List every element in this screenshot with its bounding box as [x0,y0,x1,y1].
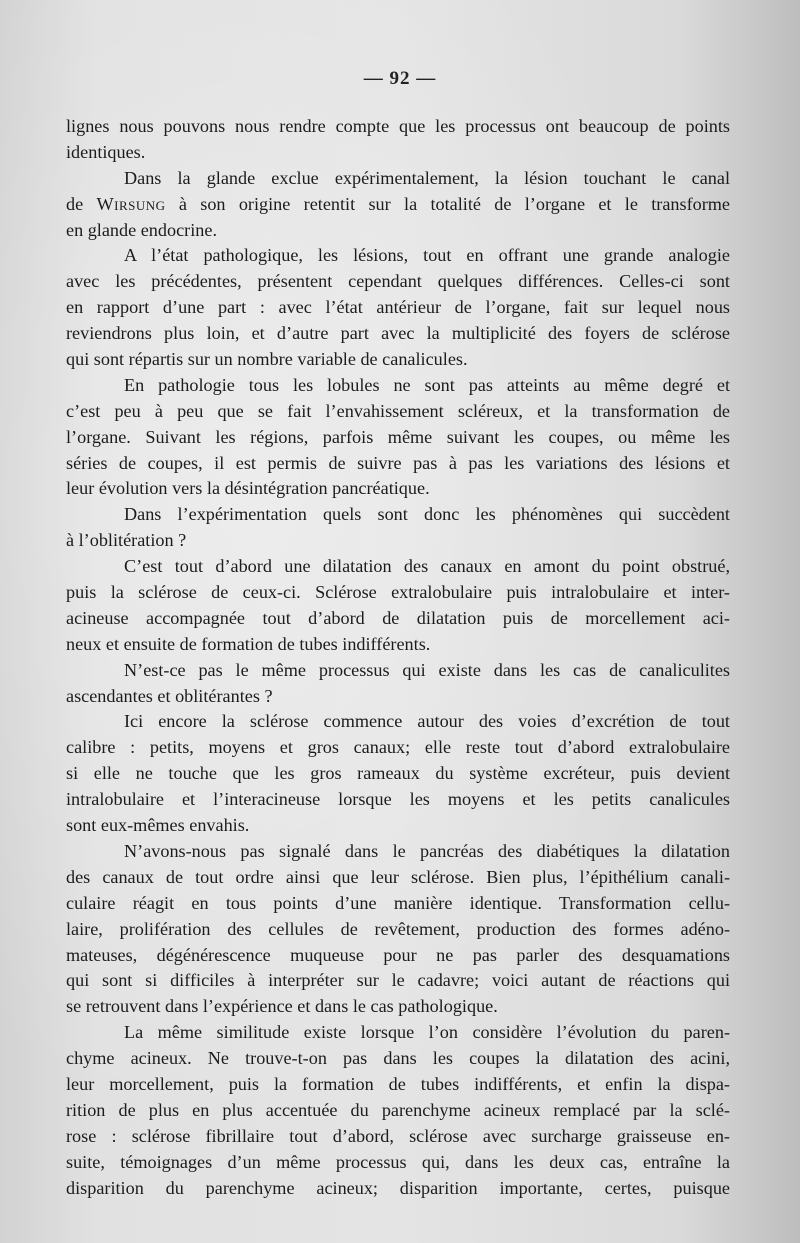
text-line: sont eux-mêmes envahis. [66,815,250,836]
text-line: N’est-ce pas le même processus qui existe dans les cas de canaliculites [124,659,730,680]
text-line: identiques. [66,141,146,162]
text-line: C’est tout d’abord une dilatation des canaux en amont du point obstrué, [124,556,730,577]
text-line: à l’oblitération ? [66,530,187,551]
text-line: en glande endocrine. [66,219,217,240]
text-line: avec les précédentes, présentent cependant quelques différences. Celles-ci sont [66,271,730,292]
text-line: si elle ne touche que les gros rameaux du système excréteur, puis devient [66,763,730,784]
text-line-prefix: de [66,193,97,214]
text-line: neux et ensuite de formation de tubes indifférents. [66,633,431,654]
text-line: puis la sclérose de ceux-ci. Sclérose extralobulaire puis intralobulaire et inter- [66,582,730,603]
text-line: c’est peu à peu que se fait l’envahissement scléreux, et la transformation de [66,400,730,421]
text-line: ascendantes et oblitérantes ? [66,685,273,706]
text-line: leur évolution vers la désintégration pancréatique. [66,478,430,499]
text-line: A l’état pathologique, les lésions, tout en offrant une grande analogie [124,245,730,266]
text-line [66,192,730,218]
text-line: des canaux de tout ordre ainsi que leur sclérose. Bien plus, l’épithélium canali- [66,866,730,887]
text-line: La même similitude existe lorsque l’on considère l’évolution du paren- [124,1022,730,1043]
text-line: Ici encore la sclérose commence autour des voies d’excrétion de tout [124,711,730,732]
text-line: l’organe. Suivant les régions, parfois même suivant les coupes, ou même les [66,426,730,447]
author-name: Wirsung [96,193,166,214]
text-line: qui sont si difficiles à interpréter sur le cadavre; voici autant de réactions qui [66,970,730,991]
text-line: En pathologie tous les lobules ne sont pas atteints au même degré et [124,374,730,395]
text-line: chyme acineux. Ne trouve-t-on pas dans les coupes la dilatation des acini, [66,1048,730,1069]
text-line: rition de plus en plus accentuée du parenchyme acineux remplacé par la sclé- [66,1099,730,1120]
text-line: laire, prolifération des cellules de revêtement, production des formes adéno- [66,918,730,939]
text-line: lignes nous pouvons nous rendre compte que les processus ont beaucoup de points [66,116,730,136]
text-line: Dans la glande exclue expérimentalement, la lésion touchant le canal [124,167,730,188]
text-line: en rapport d’une part : avec l’état antérieur de l’organe, fait sur lequel nous [66,297,730,318]
text-line: qui sont répartis sur un nombre variable de canalicules. [66,349,468,370]
text-line: Dans l’expérimentation quels sont donc les phénomènes qui succèdent [124,504,730,525]
page-number: — 92 — [363,68,437,89]
text-line: se retrouvent dans l’expérience et dans le cas pathologique. [66,996,498,1017]
text-line: mateuses, dégénérescence muqueuse pour ne pas parler des desquamations [66,944,730,965]
text-line: acineuse accompagnée tout d’abord de dilatation puis de morcellement aci- [66,607,730,628]
text-line: N’avons-nous pas signalé dans le pancréas des diabétiques la dilatation [124,840,730,861]
text-line: intralobulaire et l’interacineuse lorsque les moyens et les petits canalicules [66,789,730,810]
text-line: séries de coupes, il est permis de suivre pas à pas les variations des lésions et [66,452,730,473]
text-line: leur morcellement, puis la formation de tubes indifférents, et enfin la dispa- [66,1073,730,1094]
text-line: calibre : petits, moyens et gros canaux; elle reste tout d’abord extralobulaire [66,737,730,758]
text-line: rose : sclérose fibrillaire tout d’abord, sclérose avec surcharge graisseuse en- [66,1125,730,1146]
text-line: suite, témoignages d’un même processus qui, dans les deux cas, entraîne la [66,1151,730,1172]
body-text [66,114,730,1201]
text-line-suffix: à son origine retentit sur la totalité de l’organe et le transforme [165,193,730,214]
text-line: culaire réagit en tous points d’une manière identique. Transformation cellu- [66,892,730,913]
text-line: disparition du parenchyme acineux; disparition importante, certes, puisque [66,1177,730,1198]
text-line: reviendrons plus loin, et d’autre part avec la multiplicité des foyers de sclérose [66,323,730,344]
